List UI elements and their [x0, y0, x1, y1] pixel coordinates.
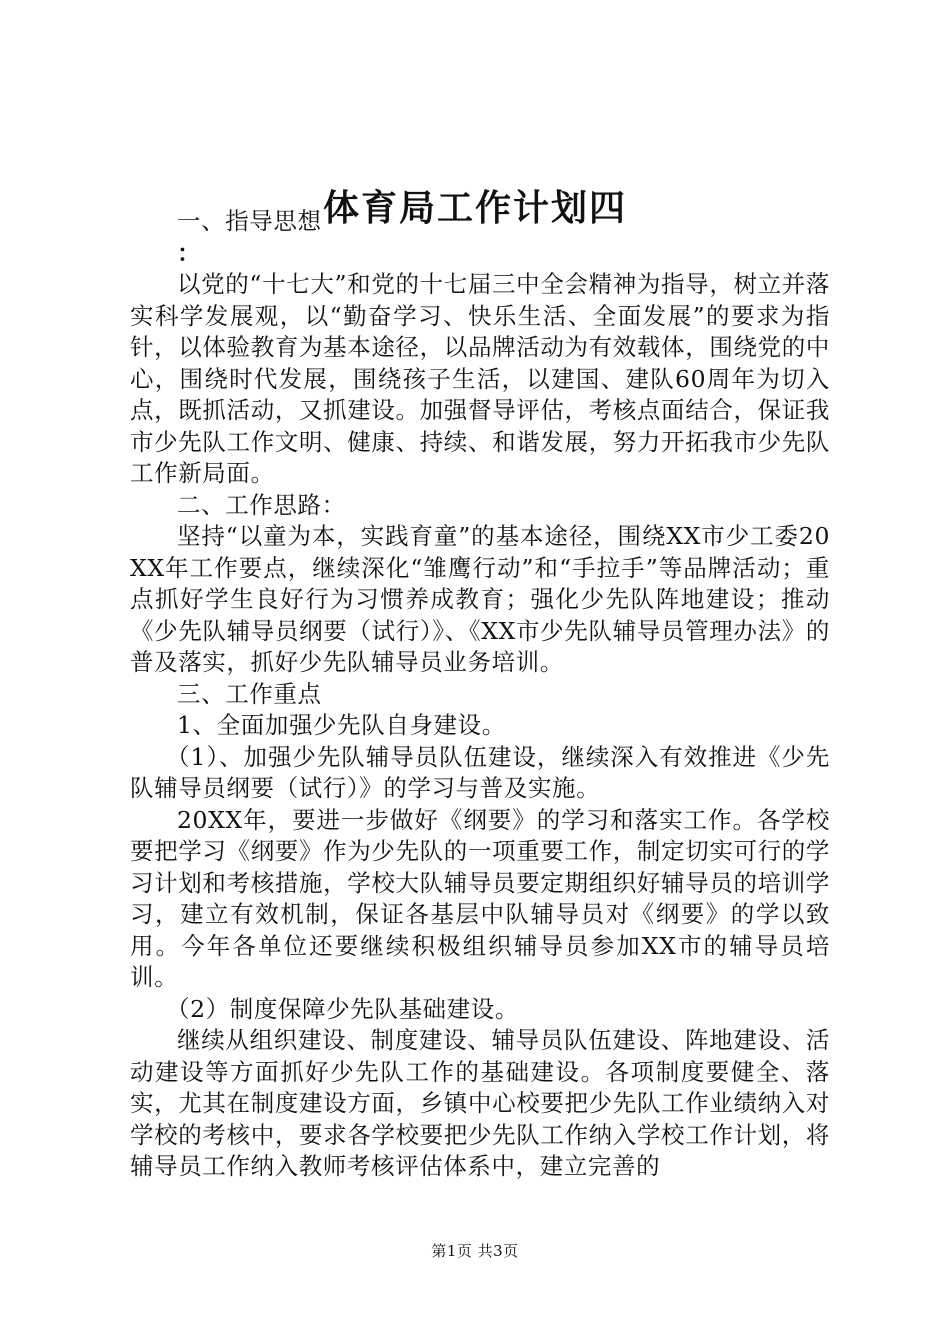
subsection-item-counselor-team: （1）、加强少先队辅导员队伍建设，继续深入有效推进《少先队辅导员纲要（试行）》的学习与普及实施。: [130, 742, 830, 802]
section-heading-work-approach: 二、工作思路：: [177, 490, 346, 519]
section-heading-guiding-ideology: 一、指导思想: [177, 207, 322, 235]
colon-line: ：: [177, 238, 201, 267]
paragraph-outline-study: 20XX年，要进一步做好《纲要》的学习和落实工作。各学校要把学习《纲要》作为少先队的一项重要工作，制定切实可行的学习计划和考核措施，学校大队辅导员要定期组织好辅导员的培训学习，建立有效机制，保证各基层中队辅导员对《纲要》的学以致用。今年各单位还要继续积极组织辅导员参加XX市的辅导员培训。: [130, 805, 830, 991]
page-footer: 第1页 共3页: [431, 1242, 519, 1260]
paragraph-work-approach: 坚持“以童为本，实践育童”的基本途径，围绕XX市少工委20XX年工作要点，继续深化“雏鹰行动”和“手拉手”等品牌活动；重点抓好学生良好行为习惯养成教育；强化少先队阵地建设；推动《少先队辅导员纲要（试行）》、《XX市少先队辅导员管理办法》的普及落实，抓好少先队辅导员业务培训。: [130, 522, 830, 676]
subsection-heading-self-building: 1、全面加强少先队自身建设。: [177, 711, 506, 739]
paragraph-foundation-building: 继续从组织建设、制度建设、辅导员队伍建设、阵地建设、活动建设等方面抓好少先队工作的基础建设。各项制度要健全、落实，尤其在制度建设方面，乡镇中心校要把少先队工作业绩纳入对学校的考核中，要求各学校要把少先队工作纳入学校工作计划，将辅导员工作纳入教师考核评估体系中，建立完善的: [130, 1026, 830, 1180]
subsection-item-system-guarantee: （2）制度保障少先队基础建设。: [166, 994, 519, 1023]
page-title: 体育局工作计划四: [322, 187, 627, 229]
document-body: [130, 206, 830, 1183]
section-heading-work-focus: 三、工作重点: [177, 679, 322, 708]
paragraph-guiding-ideology: 以党的“十七大”和党的十七届三中全会精神为指导，树立并落实科学发展观，以“勤奋学习、快乐生活、全面发展”的要求为指针，以体验教育为基本途径，以品牌活动为有效载体，围绕党的中心，围绕时代发展，围绕孩子生活，以建国、建队60周年为切入点，既抓活动，又抓建设。加强督导评估，考核点面结合，保证我市少先队工作文明、健康、持续、和谐发展，努力开拓我市少先队工作新局面。: [130, 270, 830, 487]
